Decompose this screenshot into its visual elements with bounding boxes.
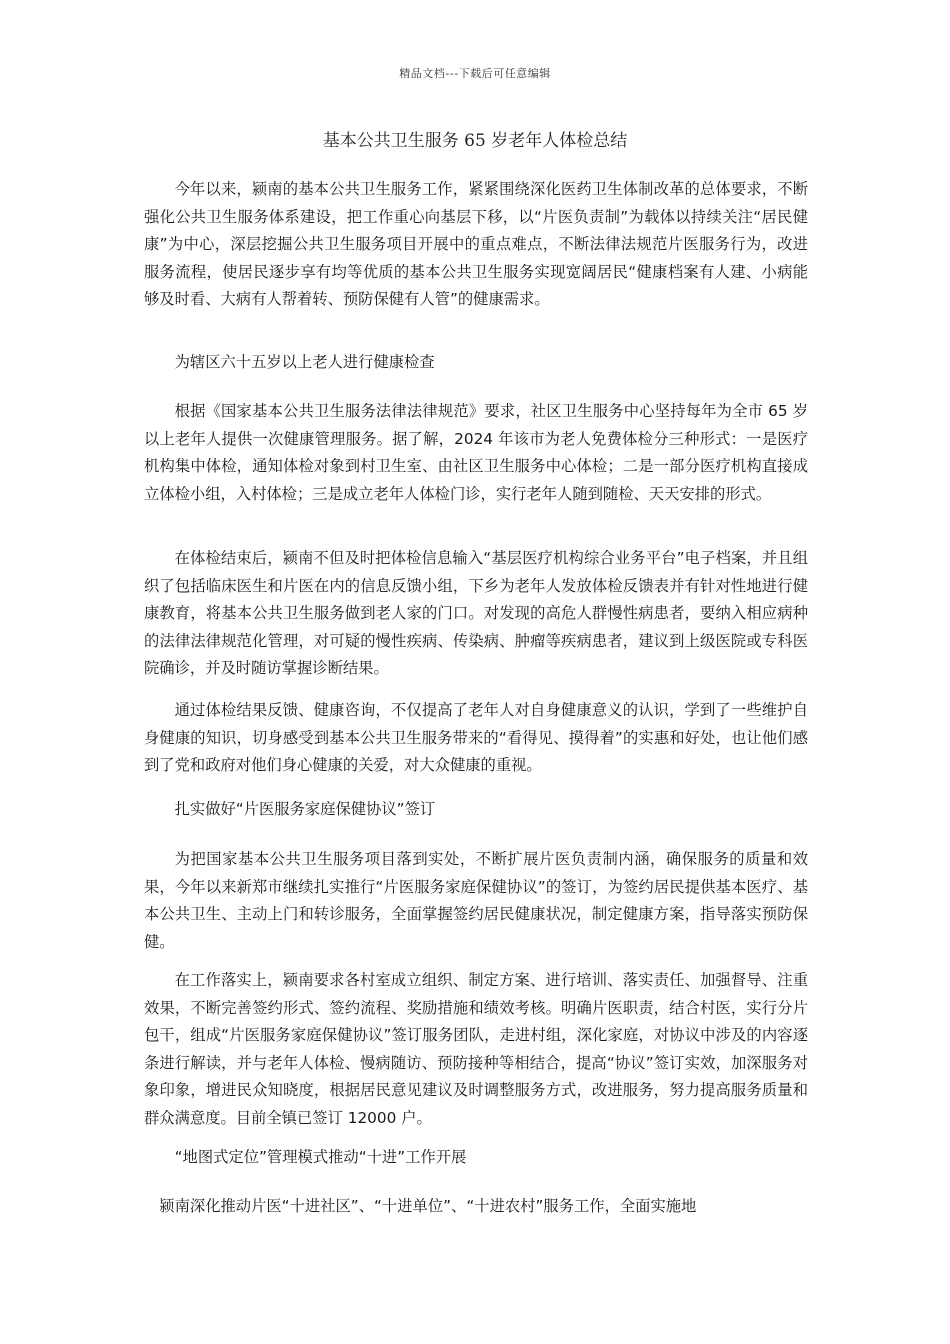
paragraph: 颍南深化推动片医“十进社区”、“十进单位”、“十进农村”服务工作，全面实施地 xyxy=(159,1197,697,1215)
header-note: 精品文档---下载后可任意编辑 xyxy=(399,67,551,80)
section-heading-3-block xyxy=(144,1144,808,1172)
paragraph: 今年以来，颍南的基本公共卫生服务工作，紧紧围绕深化医药卫生体制改革的总体要求，不断强化公共卫生服务体系建设，把工作重心向基层下移，以“片医负责制”为载体以持续关注“居民健康”为中心，深层挖掘公共卫生服务项目开展中的重点难点，不断法律法规范片医服务行为，改进服务流程，使居民逐步享有均等优质的基本公共卫生服务实现宽阔居民“健康档案有人建、小病能够及时看、大病有人帮着转、预防保健有人管”的健康需求。 xyxy=(144,180,808,308)
paragraph: 根据《国家基本公共卫生服务法律法律规范》要求，社区卫生服务中心坚持每年为全市 65 岁以上老年人提供一次健康管理服务。据了解，2024 年该市为老人免费体检分三种形式：一是医疗机构集中体检，通知体检对象到村卫生室、由社区卫生服务中心体检；二是一部分医疗机构直接成立体检小组，入村体检；三是成立老年人体检门诊，实行老年人随到随检、天天安排的形式。 xyxy=(144,402,808,503)
paragraph-7-block xyxy=(144,1193,808,1221)
paragraph-1-block xyxy=(144,176,808,314)
paragraph: 在体检结束后，颍南不但及时把体检信息输入“基层医疗机构综合业务平台”电子档案，并且组织了包括临床医生和片医在内的信息反馈小组，下乡为老年人发放体检反馈表并有针对性地进行健康教育，将基本公共卫生服务做到老人家的门口。对发现的高危人群慢性病患者，要纳入相应病种的法律法律规范化管理，对可疑的慢性疾病、传染病、肿瘤等疾病患者，建议到上级医院或专科医院确诊，并及时随访掌握诊断结果。 xyxy=(144,549,808,677)
paragraph-3-block xyxy=(144,545,808,683)
paragraph: 通过体检结果反馈、健康咨询，不仅提高了老年人对自身健康意义的认识，学到了一些维护自身健康的知识，切身感受到基本公共卫生服务带来的“看得见、摸得着”的实惠和好处，也让他们感到了党和政府对他们身心健康的关爱，对大众健康的重视。 xyxy=(144,701,808,774)
section-heading: 扎实做好“片医服务家庭保健协议”签订 xyxy=(174,800,436,818)
paragraph-6-block xyxy=(144,967,808,1132)
paragraph: 为把国家基本公共卫生服务项目落到实处，不断扩展片医负责制内涵，确保服务的质量和效果，今年以来新郑市继续扎实推行“片医服务家庭保健协议”的签订，为签约居民提供基本医疗、基本公共卫生、主动上门和转诊服务，全面掌握签约居民健康状况，制定健康方案，指导落实预防保健。 xyxy=(144,850,808,951)
paragraph-2-block xyxy=(144,398,808,508)
section-heading: 为辖区六十五岁以上老人进行健康检查 xyxy=(174,353,435,371)
paragraph-5-block xyxy=(144,846,808,956)
section-heading: “地图式定位”管理模式推动“十进”工作开展 xyxy=(174,1148,467,1166)
document-title: 基本公共卫生服务 65 岁老年人体检总结 xyxy=(322,131,628,151)
paragraph: 在工作落实上，颍南要求各村室成立组织、制定方案、进行培训、落实责任、加强督导、注重效果，不断完善签约形式、签约流程、奖励措施和绩效考核。明确片医职责，结合村医，实行分片包干，组成“片医服务家庭保健协议”签订服务团队，走进村组，深化家庭，对协议中涉及的内容逐条进行解读，并与老年人体检、慢病随访、预防接种等相结合，提高“协议”签订实效，加深服务对象印象，增进民众知晓度，根据居民意见建议及时调整服务方式，改进服务，努力提高服务质量和群众满意度。目前全镇已签订 12000 户。 xyxy=(144,971,808,1127)
paragraph-4-block xyxy=(144,697,808,780)
section-heading-1-block xyxy=(144,349,808,377)
section-heading-2-block xyxy=(144,796,808,824)
